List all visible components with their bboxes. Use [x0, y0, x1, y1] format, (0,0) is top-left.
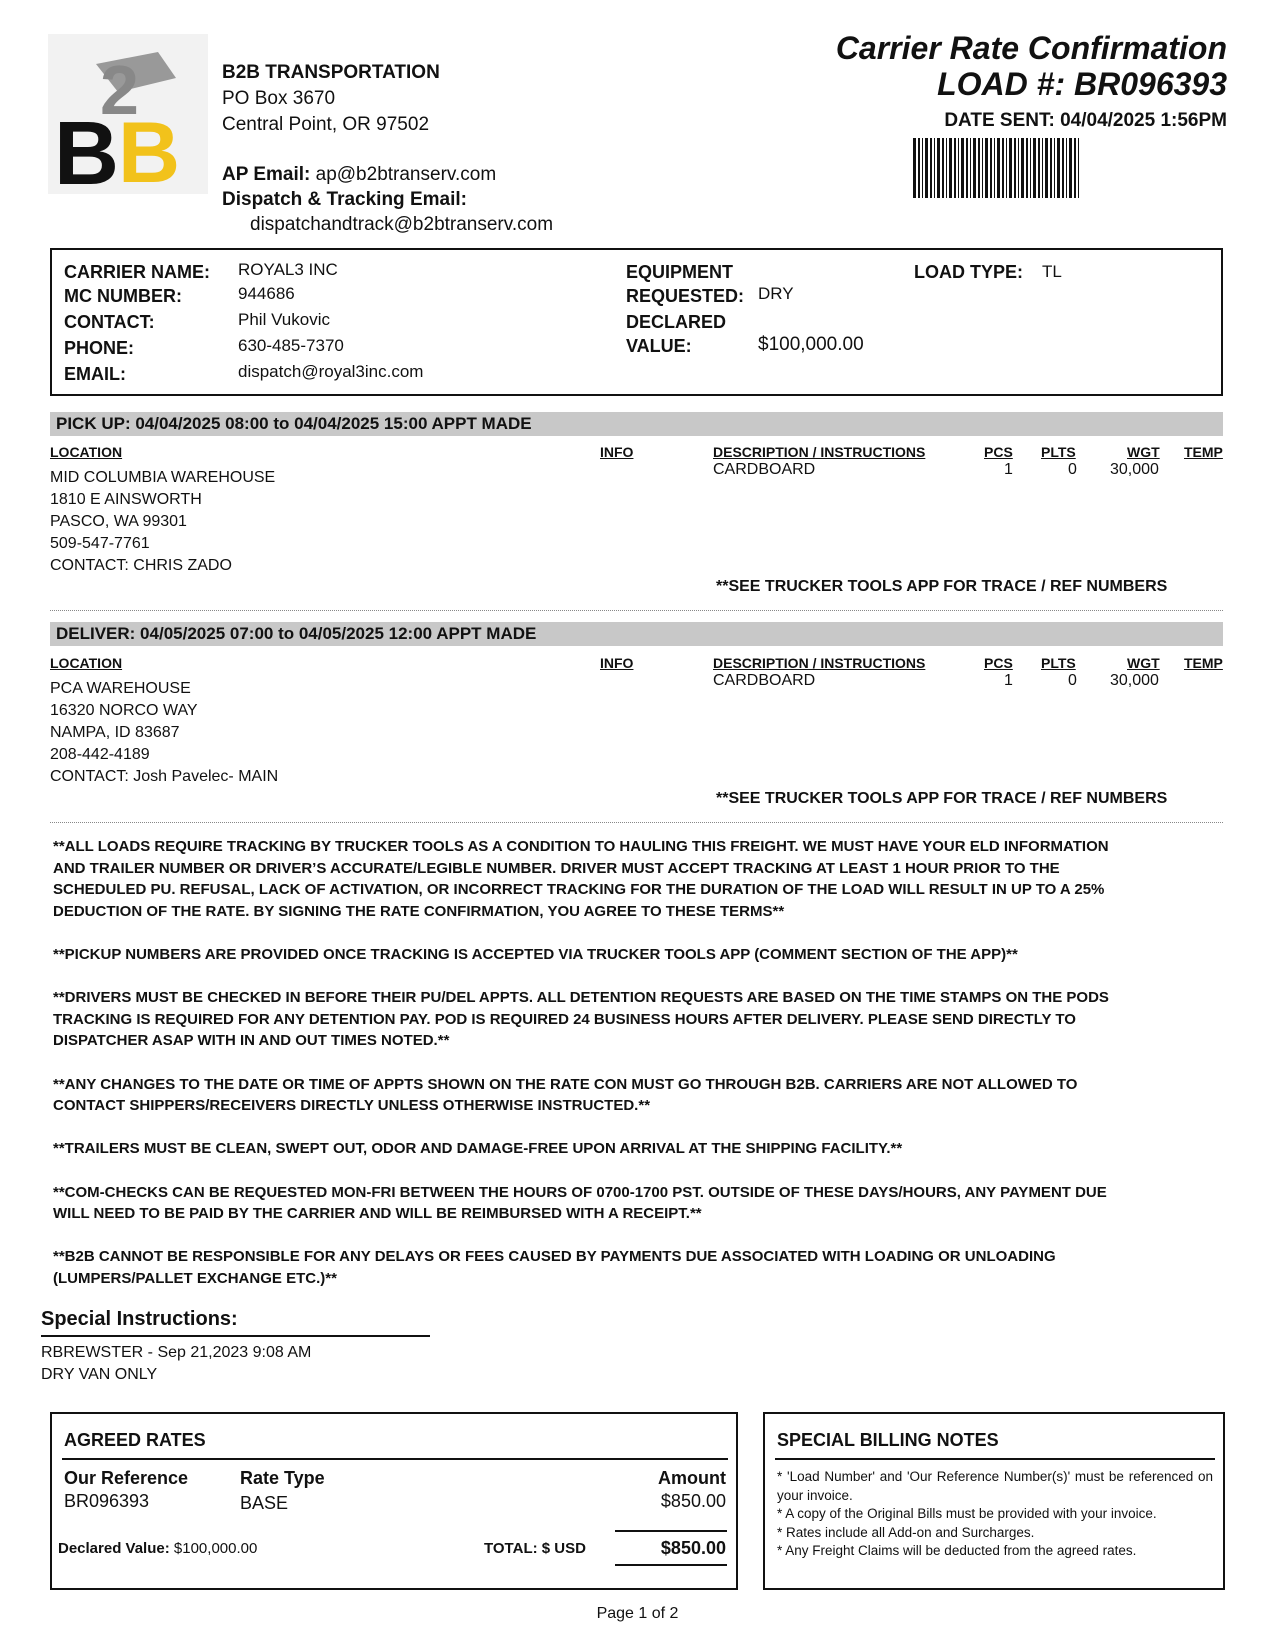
company-address-line1: PO Box 3670	[222, 88, 336, 109]
special-instructions-title: Special Instructions:	[41, 1308, 238, 1330]
mc-number: 944686	[238, 284, 295, 303]
terms-line: **ANY CHANGES TO THE DATE OR TIME OF APPTS SHOWN ON THE RATE CON MUST GO THROUGH B2B. CARRIERS ARE NOT ALLOWED TO	[53, 1075, 1078, 1093]
ap-email: ap@b2btranserv.com	[315, 164, 497, 185]
billing-note: * Any Freight Claims will be deducted from the agreed rates.	[777, 1543, 1137, 1558]
pickup-plts-header: PLTS	[1041, 444, 1076, 460]
amount: $850.00	[660, 1491, 726, 1511]
declared-value-label: Declared Value:	[58, 1540, 170, 1557]
delivery-location-line: PCA WAREHOUSE	[50, 680, 191, 697]
agreed-rates-rule	[62, 1458, 728, 1460]
terms-paragraph	[53, 987, 1223, 1052]
terms-line: CONTACT SHIPPERS/RECEIVERS DIRECTLY UNLESS OTHERWISE INSTRUCTED.**	[53, 1097, 651, 1115]
billing-note: * 'Load Number' and 'Our Reference Number(s)' must be referenced on your invoice.	[777, 1469, 1213, 1503]
contact-label: CONTACT:	[64, 312, 155, 332]
terms-paragraph	[53, 1246, 1223, 1289]
barcode	[913, 138, 1083, 198]
our-reference-label: Our Reference	[64, 1468, 189, 1488]
pickup-pcs-header: PCS	[984, 444, 1013, 460]
svg-text:B: B	[54, 104, 119, 194]
agreed-rates-box	[50, 1412, 738, 1590]
delivery-trace-note: **SEE TRUCKER TOOLS APP FOR TRACE / REF NUMBERS	[716, 790, 1168, 807]
pickup-location-line: PASCO, WA 99301	[50, 513, 187, 530]
divider	[50, 610, 1223, 611]
our-reference: BR096393	[64, 1491, 150, 1511]
terms-line: **ALL LOADS REQUIRE TRACKING BY TRUCKER TOOLS AS A CONDITION TO HAULING THIS FREIGHT. WE MUST HAVE YOUR ELD INFORMATION	[53, 838, 1109, 855]
delivery-desc-header: DESCRIPTION / INSTRUCTIONS	[713, 655, 926, 671]
dispatch-email: dispatchandtrack@b2btranserv.com	[250, 214, 554, 235]
declared-value-row	[58, 1540, 257, 1557]
special-instructions	[41, 1342, 311, 1386]
delivery-temp-header: TEMP	[1184, 655, 1223, 671]
svg-text:B: B	[118, 105, 181, 194]
pickup-wgt-header: WGT	[1127, 444, 1160, 460]
terms-line: AND TRAILER NUMBER OR DRIVER’S ACCURATE/LEGIBLE NUMBER. DRIVER MUST ACCEPT TRACKING AT LEAST 1 HOUR PRIOR TO THE	[53, 859, 1060, 877]
rate-type-label: Rate Type	[240, 1468, 325, 1488]
terms-paragraph	[53, 1182, 1223, 1225]
total-rule	[615, 1530, 727, 1532]
pickup-location-line: CONTACT: CHRIS ZADO	[50, 557, 232, 574]
load-type-label: LOAD TYPE:	[914, 262, 1024, 282]
rate-type: BASE	[240, 1493, 289, 1513]
terms-paragraph	[53, 944, 1223, 966]
terms-line: **TRAILERS MUST BE CLEAN, SWEPT OUT, ODOR AND DAMAGE-FREE UPON ARRIVAL AT THE SHIPPING FACILITY.**	[53, 1140, 903, 1158]
delivery-bar: DELIVER: 04/05/2025 07:00 to 04/05/2025 12:00 APPT MADE	[50, 622, 1223, 646]
phone: 630-485-7370	[238, 336, 344, 355]
total-underline	[615, 1564, 727, 1566]
carrier-name: ROYAL3 INC	[238, 260, 338, 279]
email-label: EMAIL:	[64, 364, 126, 384]
terms-line: DEDUCTION OF THE RATE. BY SIGNING THE RATE CONFIRMATION, YOU AGREE TO THESE TERMS**	[53, 902, 785, 920]
company-emails	[222, 162, 553, 237]
billing-notes	[777, 1468, 1213, 1561]
amount-label: Amount	[658, 1468, 726, 1488]
terms-paragraph	[53, 836, 1223, 922]
mc-number-label: MC NUMBER:	[64, 286, 182, 306]
special-instructions-rule	[41, 1335, 430, 1337]
pickup-location	[50, 467, 275, 577]
delivery-pcs: 1	[1004, 672, 1013, 689]
pickup-location-line: MID COLUMBIA WAREHOUSE	[50, 469, 276, 486]
load-type: TL	[1042, 262, 1062, 281]
terms-line: **DRIVERS MUST BE CHECKED IN BEFORE THEIR PU/DEL APPTS. ALL DETENTION REQUESTS ARE BASED ON THE TIME STAMPS ON THE PODS	[53, 989, 1109, 1007]
company-name: B2B TRANSPORTATION	[222, 62, 440, 83]
company-address-line2: Central Point, OR 97502	[222, 114, 430, 135]
terms-line: DISPATCHER ASAP WITH IN AND OUT TIMES NOTED.**	[53, 1032, 450, 1050]
pickup-desc-header: DESCRIPTION / INSTRUCTIONS	[713, 444, 926, 460]
date-sent: DATE SENT: 04/04/2025 1:56PM	[944, 110, 1227, 131]
declared-label: DECLARED	[626, 312, 727, 332]
delivery-description: CARDBOARD	[713, 672, 816, 689]
billing-notes-rule	[775, 1458, 1215, 1460]
pickup-pcs: 1	[1004, 461, 1013, 478]
email: dispatch@royal3inc.com	[238, 362, 424, 381]
terms-section	[53, 836, 1223, 1311]
pickup-description: CARDBOARD	[713, 461, 816, 478]
pickup-bar: PICK UP: 04/04/2025 08:00 to 04/04/2025 15:00 APPT MADE	[50, 412, 1223, 436]
delivery-location-line: NAMPA, ID 83687	[50, 724, 180, 741]
pickup-location-header: LOCATION	[50, 444, 123, 460]
declared-value-amount: $100,000.00	[173, 1540, 258, 1557]
terms-line: TRACKING IS REQUIRED FOR ANY DETENTION PAY. POD IS REQUIRED 24 BUSINESS HOURS AFTER DELIVERY. PLEASE SEND DIRECTLY TO	[53, 1010, 1076, 1028]
billing-notes-box	[763, 1412, 1225, 1590]
pickup-location-line: 1810 E AINSWORTH	[50, 491, 202, 508]
contact: Phil Vukovic	[238, 310, 330, 329]
company-address	[222, 60, 440, 138]
pickup-location-line: 509-547-7761	[50, 535, 150, 552]
terms-line: SCHEDULED PU. REFUSAL, LACK OF ACTIVATION, OR INCORRECT TRACKING FOR THE DURATION OF THE LOAD WILL RESULT IN UP TO A 25%	[53, 881, 1105, 899]
declared-value: $100,000.00	[758, 334, 864, 355]
phone-label: PHONE:	[64, 338, 135, 358]
terms-line: WILL NEED TO BE PAID BY THE CARRIER AND WILL BE REIMBURSED WITH A RECEIPT.**	[53, 1205, 702, 1223]
delivery-plts-header: PLTS	[1041, 655, 1076, 671]
terms-paragraph	[53, 1074, 1223, 1117]
delivery-location-header: LOCATION	[50, 655, 123, 671]
carrier-info-box	[50, 248, 1223, 396]
declared-label-2: VALUE:	[626, 336, 692, 356]
delivery-wgt: 30,000	[1110, 672, 1159, 689]
delivery-location	[50, 678, 278, 788]
terms-line: **PICKUP NUMBERS ARE PROVIDED ONCE TRACKING IS ACCEPTED VIA TRUCKER TOOLS APP (COMMENT SECTION OF THE APP)**	[53, 945, 1018, 963]
pickup-wgt: 30,000	[1110, 461, 1159, 478]
pickup-plts: 0	[1068, 461, 1077, 478]
svg-text:2: 2	[100, 51, 139, 129]
equipment-label: EQUIPMENT	[626, 262, 734, 282]
load-number: LOAD #: BR096393	[937, 66, 1227, 102]
carrier-name-label: CARRIER NAME:	[64, 262, 210, 282]
delivery-location-line: 208-442-4189	[50, 746, 150, 763]
total-amount: $850.00	[660, 1538, 726, 1558]
billing-notes-title: SPECIAL BILLING NOTES	[777, 1430, 999, 1450]
dispatch-email-label: Dispatch & Tracking Email:	[222, 189, 467, 210]
company-logo	[48, 34, 208, 194]
terms-line: **B2B CANNOT BE RESPONSIBLE FOR ANY DELAYS OR FEES CAUSED BY PAYMENTS DUE ASSOCIATED WITH LOADING OR UNLOADING	[53, 1248, 1056, 1266]
billing-note: * Rates include all Add-on and Surcharges.	[777, 1524, 1035, 1540]
delivery-pcs-header: PCS	[984, 655, 1013, 671]
terms-paragraph	[53, 1138, 1223, 1160]
terms-line: **COM-CHECKS CAN BE REQUESTED MON-FRI BETWEEN THE HOURS OF 0700-1700 PST. OUTSIDE OF THESE DAYS/HOURS, ANY PAYMENT DUE	[53, 1183, 1107, 1201]
special-instructions-line: DRY VAN ONLY	[41, 1366, 158, 1383]
delivery-location-line: 16320 NORCO WAY	[50, 702, 198, 719]
equipment: DRY	[758, 284, 794, 303]
delivery-info-header: INFO	[600, 655, 634, 671]
delivery-location-line: CONTACT: Josh Pavelec- MAIN	[50, 768, 279, 785]
pickup-info-header: INFO	[600, 444, 634, 460]
page-title: Carrier Rate Confirmation	[835, 30, 1227, 66]
page-number: Page 1 of 2	[596, 1605, 679, 1622]
billing-note: * A copy of the Original Bills must be provided with your invoice.	[777, 1506, 1157, 1521]
delivery-plts: 0	[1068, 672, 1077, 689]
pickup-temp-header: TEMP	[1184, 444, 1223, 460]
equipment-label-2: REQUESTED:	[626, 286, 745, 306]
divider	[50, 822, 1223, 823]
total-label: TOTAL: $ USD	[484, 1540, 586, 1557]
special-instructions-line: RBREWSTER - Sep 21,2023 9:08 AM	[41, 1344, 312, 1361]
agreed-rates-title: AGREED RATES	[64, 1430, 206, 1450]
pickup-trace-note: **SEE TRUCKER TOOLS APP FOR TRACE / REF NUMBERS	[716, 578, 1168, 595]
delivery-wgt-header: WGT	[1127, 655, 1160, 671]
terms-line: (LUMPERS/PALLET EXCHANGE ETC.)**	[53, 1269, 337, 1287]
ap-email-label: AP Email:	[222, 164, 311, 185]
